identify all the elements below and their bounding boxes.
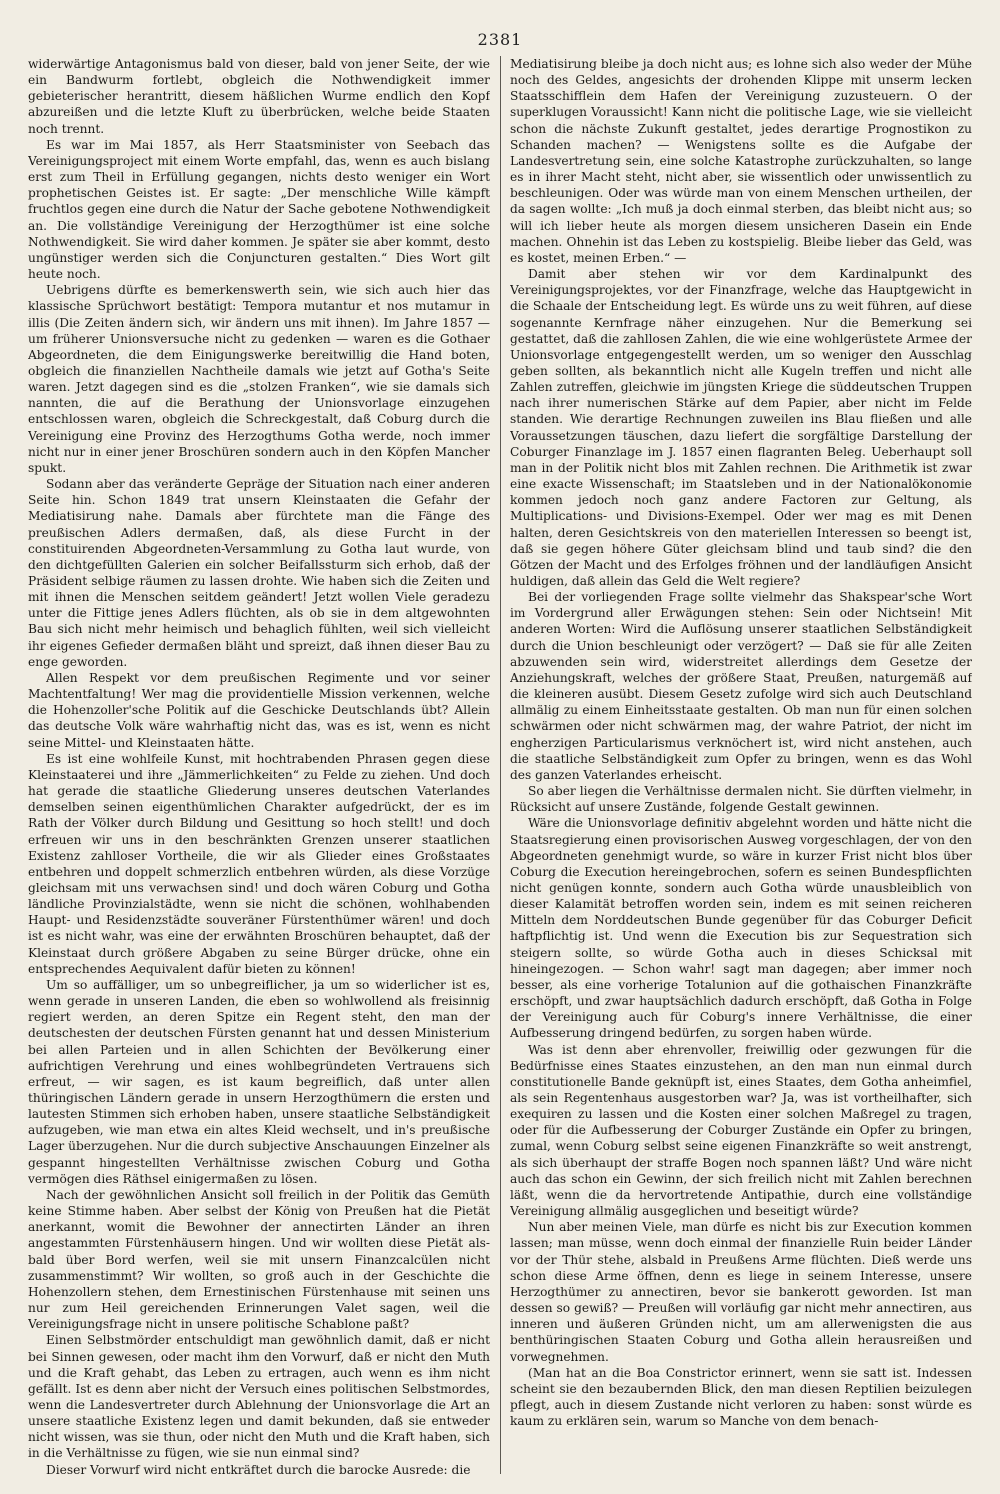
left-column <box>28 56 490 1474</box>
two-column-body <box>28 56 972 1474</box>
paragraph: Wäre die Unionsvorlage definitiv abgelehnt worden und hätte nicht die Staatsregierung einen provisorischen Ausweg vorgeschlagen, der von den Abgeordneten genehmigt wurde, so wäre in kurzer Frist nicht blos über Coburg die Execution hereingebrochen, sofern es seinen Bundespflichten nicht genügen konnte, sondern auch Gotha würde unausbleiblich von dieser Kalamität betroffen worden sein, indem es mit seinen reicheren Mitteln dem Norddeutschen Bunde gegenüber für das Coburger Deficit haftpflichtig ist. Und wenn die Execution bis zur Sequestration sich steigern sollte, so würde Gotha auch in dieses Schicksal mit hineingezogen. — Schon wahr! sagt man dagegen; aber immer noch besser, als eine vorherige Totalunion auf die gothaischen Finanzkräfte erschöpft, und zwar hauptsächlich dadurch erschöpft, daß Gotha in Folge der Vereinigung auch für Coburg's innere Verhältnisse, die einer Aufbesserung dringend bedürfen, zu sorgen haben würde. <box>510 816 972 1041</box>
column-divider <box>500 56 501 1474</box>
page-number: 2381 <box>477 30 523 49</box>
paragraph: Bei der vorliegenden Frage sollte vielmehr das Shakspear'sche Wort im Vordergrund aller Erwägungen stehen: Sein oder Nichtsein! Mit anderen Worten: Wird die Auflösung unserer staatlichen Selbständigkeit durch die Union beschleunigt oder verzögert? — Daß sie für alle Zeiten abzuwenden sein wird, widerstreitet allerdings dem Gesetze der Anziehungskraft, welches der größere Staat, Preußen, naturgemäß auf die kleineren ausübt. Diesem Gesetz zufolge wird sich auch Deutschland allmälig zu einem Einheitsstaate gestalten. Ob man nun für einen solchen schwärmen oder nicht schwärmen mag, der wahre Patriot, der nicht im engherzigen Particularismus verknöchert ist, wird nicht anstehen, auch die staatliche Selbständigkeit zum Opfer zu bringen, wenn es das Wohl des ganzen Vaterlandes erheischt. <box>510 590 972 782</box>
paragraph: So aber liegen die Verhältnisse dermalen nicht. Sie dürften vielmehr, in Rücksicht auf unsere Zustände, folgende Gestalt gewinnen. <box>510 784 972 815</box>
paragraph: Einen Selbstmörder entschuldigt man gewöhnlich damit, daß er nicht bei Sinnen gewesen, oder macht ihm den Vorwurf, daß er nicht den Muth und die Kraft gehabt, das Leben zu ertragen, auch wenn es ihm nicht gefällt. Ist es denn aber nicht der Versuch eines politischen Selbstmordes, wenn die Landesvertreter durch Ablehnung der Unionsvorlage die Art an unsere staatliche Existenz legen und damit bekunden, daß sie entweder nicht wissen, was sie thun, oder nicht den Muth und die Kraft haben, sich in die Verhältnisse zu fügen, wie sie nun einmal sind? <box>28 1333 490 1461</box>
paragraph: Sodann aber das veränderte Gepräge der Situation nach einer anderen Seite hin. Schon 1849 trat unsern Kleinstaaten die Gefahr der Mediatisirung nahe. Damals aber fürchtete man die Fänge des preußischen Adlers dermaßen, daß, als diese Furcht in der constituirenden Abgeordneten-Versammlung zu Gotha laut wurde, von den dichtgefüllten Galerien ein solcher Beifallssturm sich erhob, daß der Präsident selbige räumen zu lassen drohte. Wie haben sich die Zeiten und mit ihnen die Menschen seitdem geändert! Jetzt wollen Viele geradezu unter die Fittige jenes Adlers flüchten, als ob sie in dem altgewohnten Bau sich nicht mehr heimisch und behaglich fühlten, weil sich vielleicht ihr eigenes Gefieder dermaßen bläht und spreizt, daß ihnen dieser Bau zu enge geworden. <box>28 477 490 669</box>
paragraph: widerwärtige Antagonismus bald von dieser, bald von jener Seite, der wie ein Bandwurm fortlebt, obgleich die Nothwendigkeit immer gebieterischer herantritt, diesem häßlichen Wurme endlich den Kopf abzureißen und die letzte Kluft zu überbrücken, welche beide Staaten noch trennt. <box>28 57 490 136</box>
paragraph: Dieser Vorwurf wird nicht entkräftet durch die barocke Ausrede: die <box>46 1462 471 1474</box>
paragraph: Nach der gewöhnlichen Ansicht soll freilich in der Politik das Gemüth keine Stimme haben. Aber selbst der König von Preußen hat die Pietät anerkannt, womit die Bewohner der annectirten Länder an ihren angestammten Fürstenhäusern hingen. Und wir wollten diese Pietät als-bald über Bord werfen, weil sie mit unsern Finanzcalcülen nicht zusammenstimmt? Wir wollten, so groß auch in der Geschichte die Hohenzollern stehen, dem Ernestinischen Fürstenhause mit seinen uns nur zum Heil gereichenden Erinnerungen Valet sagen, weil die Vereinigungsfrage nicht in unsere politische Schablone paßt? <box>28 1187 490 1332</box>
paragraph: Nun aber meinen Viele, man dürfe es nicht bis zur Execution kommen lassen; man müsse, wenn doch einmal der finanzielle Ruin beider Länder vor der Thür stehe, alsbald in Preußens Arme flüchten. Dieß werde uns schon diese Arme öffnen, denn es liege in seinem Interesse, unsere Herzogthümer zu annectiren, bevor sie bankerott geworden. Ist man dessen so gewiß? — Preußen will vorläufig gar nicht mehr annectiren, aus inneren und äußeren Gründen nicht, um am allerwenigsten die aus benthüringischen Staaten Coburg und Gotha allein herausreißen und vorwegnehmen. <box>510 1220 972 1364</box>
paragraph: Was ist denn aber ehrenvoller, freiwillig oder gezwungen für die Bedürfnisse eines Staates einzustehen, an den man nun einmal durch constitutionelle Bande geknüpft ist, eines Staates, dem Gotha anheimfiel, als sein Regentenhaus ausgestorben war? Ja, was ist vortheilhafter, sich exequiren zu lassen und die Kosten einer solchen Maßregel zu tragen, oder für die Aufbesserung der Coburger Zustände ein Opfer zu bringen, zumal, wenn Coburg selbst seine eigenen Finanzkräfte so weit anstrengt, als sich überhaupt der straffe Bogen noch spannen läßt? Und wäre nicht auch das schon ein Gewinn, der sich freilich nicht mit Zahlen berechnen läßt, wenn die da hervortretende Antipathie, durch eine vollständige Vereinigung allmälig ausgeglichen und beseitigt würde? <box>510 1042 972 1219</box>
paragraph: Uebrigens dürfte es bemerkenswerth sein, wie sich auch hier das klassische Sprüchwort bestätigt: Tempora mutantur et nos mutamur in illis (Die Zeiten ändern sich, wir ändern uns mit ihnen). Im Jahre 1857 — um früherer Unionsversuche nicht zu gedenken — waren es die Gothaer Abgeordneten, die dem Einigungswerke bereitwillig die Hand boten, obgleich die finanziellen Nachtheile damals wie jetzt auf Gotha's Seite waren. Jetzt dagegen sind es die „stolzen Franken“, wie sie damals sich nannten, die auf die Berathung der Unionsvorlage einzugehen entschlossen waren, obgleich die Schreckgestalt, daß Coburg durch die Vereinigung eine Provinz des Herzogthums Gotha werde, noch immer nicht nur in einer jener Broschüren sondern auch in den Köpfen Mancher spukt. <box>28 283 490 475</box>
paragraph: Es war im Mai 1857, als Herr Staatsminister von Seebach das Vereinigungsproject mit einem Worte empfahl, das, wenn es auch bislang erst zum Theil in Erfüllung gegangen, nichts desto weniger ein Wort prophetischen Geistes ist. Er sagte: „Der menschliche Wille kämpft fruchtlos gegen eine durch die Natur der Sache gebotene Nothwendigkeit an. Die vollständige Vereinigung der Herzogthümer ist eine solche Nothwendigkeit. Sie wird daher kommen. Je später sie aber kommt, desto ungünstiger werden sich die Conjuncturen gestalten.“ Dies Wort gilt heute noch. <box>28 137 490 282</box>
paragraph: Um so auffälliger, um so unbegreiflicher, ja um so widerlicher ist es, wenn gerade in unseren Landen, die eben so wohlwollend als freisinnig regiert werden, an deren Spitze ein Regent steht, den man der deutschesten der deutschen Fürsten genannt hat und dessen Ministerium bei allen Parteien und in allen Schichten der Bevölkerung einer aufrichtigen Verehrung und eines wohlbegründeten Vertrauens sich erfreut, — wir sagen, es ist kaum begreiflich, daß unter allen thüringischen Ländern gerade in unsern Herzogthümern die ersten und lautesten Stimmen sich erhoben haben, unsere staatliche Selbständigkeit aufzugeben, wie man etwa ein altes Kleid wechselt, und in's preußische Lager überzugehen. Nur die durch subjective Anschauungen Einzelner als gespannt hingestellten Verhältnisse zwischen Coburg und Gotha vermögen dies Räthsel einigermaßen zu lösen. <box>28 977 490 1186</box>
paragraph: Allen Respekt vor dem preußischen Regimente und vor seiner Machtentfaltung! Wer mag die providentielle Mission verkennen, welche die Hohenzoller'sche Politik auf die Geschicke Deutschlands übt? Allein das deutsche Volk wäre wahrhaftig nicht das, was es ist, wenn es nicht seine Mittel- und Kleinstaaten hätte. <box>28 670 490 750</box>
paragraph: Mediatisirung bleibe ja doch nicht aus; es lohne sich also weder der Mühe noch des Geldes, angesichts der drohenden Klippe mit unserm lecken Staatsschifflein dem Hafen der Vereinigung zuzusteuern. O der superklugen Voraussicht! Kann nicht die politische Lage, wie sie vielleicht schon die nächste Zukunft gestaltet, jedes derartige Prognostikon zu Schanden machen? — Wenigstens sollte es die Aufgabe der Landesvertretung sein, eine solche Katastrophe zurückzuhalten, so lange es in ihrer Macht steht, nicht aber, sie wissentlich oder unwissentlich zu beschleunigen. Oder was würde man von einem Menschen urtheilen, der da sagen wollte: „Ich muß ja doch einmal sterben, das bleibt nicht aus; so will ich lieber heute als morgen diesem unsicheren Dasein ein Ende machen. Ohnehin ist das Leben zu kostspielig. Bleibe lieber das Geld, was es kostet, meinen Erben.“ — <box>510 57 972 265</box>
paragraph: Damit aber stehen wir vor dem Kardinalpunkt des Vereinigungsprojektes, vor der Finanzfrage, welche das Hauptgewicht in die Schaale der Entscheidung legt. Es würde uns zu weit führen, auf diese sogenannte Kernfrage näher einzugehen. Nur die Bemerkung sei gestattet, daß die zahllosen Zahlen, die wie eine wohlgerüstete Armee der Unionsvorlage entgegengestellt werden, um so weniger den Ausschlag geben sollten, als bekanntlich nicht alle Kugeln treffen und nicht alle Zahlen zutreffen, gleichwie im jüngsten Kriege die süddeutschen Truppen nach ihrer numerischen Stärke auf dem Papier, aber nicht im Felde standen. Wie derartige Rechnungen zuweilen ins Blau fließen und alle Voraussetzungen täuschen, dazu liefert die sorgfältige Darstellung der Coburger Finanzlage im J. 1857 einen flagranten Beleg. Ueberhaupt soll man in der Politik nicht blos mit Zahlen rechnen. Die Arithmetik ist zwar eine exacte Wissenschaft; im Staatsleben und in der Nationalökonomie kommen jedoch noch ganz andere Factoren zur Geltung, als Multiplications- und Divisions-Exempel. Oder wer mag es mit Denen halten, deren Gesichtskreis von den materiellen Interessen so beengt ist, daß sie gegen höhere Güter gleichsam blind und taub sind? die den Götzen der Macht und des Erfolges fröhnen und der landläufigen Ansicht huldigen, daß allein das Geld die Welt regiere? <box>510 267 972 588</box>
right-column <box>510 56 972 1474</box>
paragraph: Es ist eine wohlfeile Kunst, mit hochtrabenden Phrasen gegen diese Kleinstaaterei und ihre „Jämmerlichkeiten“ zu Felde zu ziehen. Und doch hat gerade die staatliche Gliederung unseres deutschen Vaterlandes demselben seinen eigenthümlichen Charakter aufgedrückt, der es im Rath der Völker durch Bildung und Gesittung so hoch stellt! und doch erfreuen wir uns in den beschränkten Grenzen unserer staatlichen Existenz zahlloser Vortheile, die wir als Glieder eines Großstaates entbehren und doppelt schmerzlich entbehren würden, als diese Vorzüge gleichsam mit uns verwachsen sind! und doch wären Coburg und Gotha ländliche Provinzialstädte, wenn sie nicht die schönen, wohlhabenden Haupt- und Residenzstädte souveräner Fürstenthümer wären! und doch ist es nicht wahr, was eine der erwähnten Broschüren behauptet, daß der Kleinstaat durch größere Abgaben zu seine Bürger drücke, ohne ein entsprechendes Aequivalent dafür bieten zu können! <box>28 751 490 976</box>
paragraph: (Man hat an die Boa Constrictor erinnert, wenn sie satt ist. Indessen scheint sie den bezaubernden Blick, den man diesen Reptilien beizulegen pflegt, auch in diesem Zustande nicht verloren zu haben: sonst würde es kaum zu erklären sein, warum so Manche von dem benach- <box>510 1365 972 1429</box>
